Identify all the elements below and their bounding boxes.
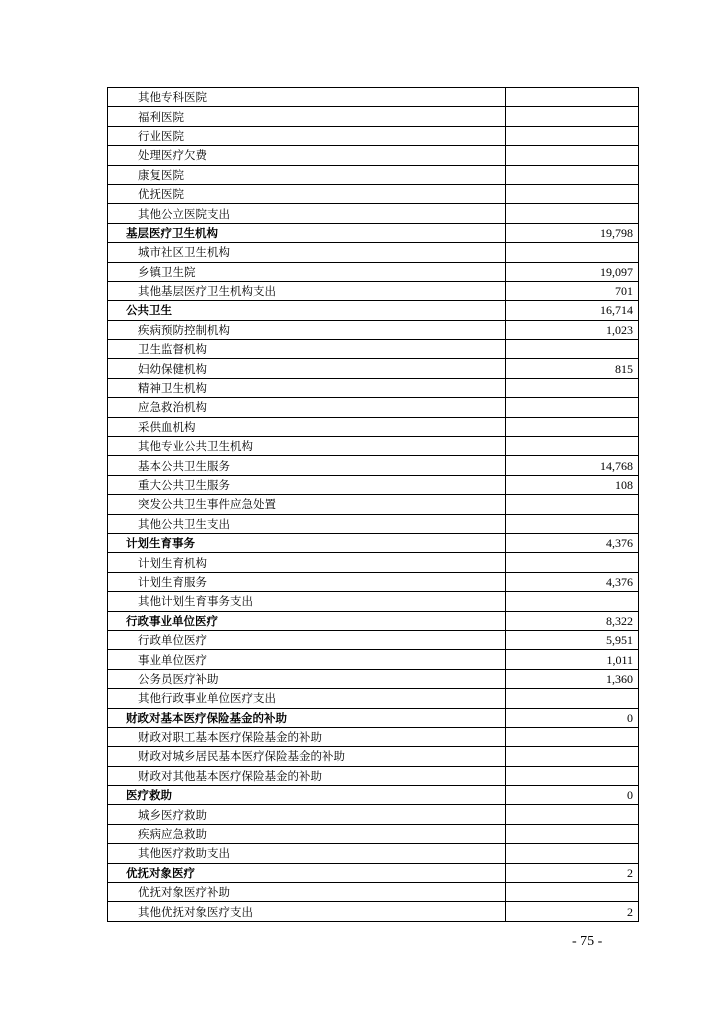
amount-cell: 16,714 — [506, 301, 639, 320]
item-name-cell: 处理医疗欠费 — [108, 146, 506, 165]
item-name-cell: 行政事业单位医疗 — [108, 611, 506, 630]
table-row — [108, 378, 639, 397]
amount-cell — [506, 126, 639, 145]
amount-cell — [506, 824, 639, 843]
amount-cell — [506, 204, 639, 223]
item-name-cell: 疾病应急救助 — [108, 824, 506, 843]
item-name-cell: 其他专业公共卫生机构 — [108, 437, 506, 456]
table-row — [108, 747, 639, 766]
amount-cell: 0 — [506, 708, 639, 727]
item-name-cell: 其他公立医院支出 — [108, 204, 506, 223]
item-name-cell: 行业医院 — [108, 126, 506, 145]
item-name-cell: 基本公共卫生服务 — [108, 456, 506, 475]
item-name-cell: 城市社区卫生机构 — [108, 243, 506, 262]
amount-cell — [506, 883, 639, 902]
amount-cell — [506, 727, 639, 746]
table-row — [108, 320, 639, 339]
category-row — [108, 223, 639, 242]
item-name-cell: 财政对职工基本医疗保险基金的补助 — [108, 727, 506, 746]
item-name-cell: 其他优抚对象医疗支出 — [108, 902, 506, 921]
table-row — [108, 902, 639, 921]
item-name-cell: 优抚对象医疗补助 — [108, 883, 506, 902]
amount-cell — [506, 107, 639, 126]
amount-cell — [506, 844, 639, 863]
amount-cell: 19,798 — [506, 223, 639, 242]
item-name-cell: 事业单位医疗 — [108, 650, 506, 669]
item-name-cell: 其他医疗救助支出 — [108, 844, 506, 863]
category-row — [108, 863, 639, 882]
item-name-cell: 医疗救助 — [108, 786, 506, 805]
item-name-cell: 公共卫生 — [108, 301, 506, 320]
table-row — [108, 650, 639, 669]
item-name-cell: 其他基层医疗卫生机构支出 — [108, 281, 506, 300]
amount-cell: 5,951 — [506, 630, 639, 649]
page-number: - 75 - — [572, 934, 603, 949]
amount-cell — [506, 514, 639, 533]
item-name-cell: 重大公共卫生服务 — [108, 475, 506, 494]
table-row — [108, 146, 639, 165]
table-row — [108, 727, 639, 746]
table-row — [108, 689, 639, 708]
table-row — [108, 417, 639, 436]
table-row — [108, 824, 639, 843]
table-row — [108, 184, 639, 203]
amount-cell: 2 — [506, 863, 639, 882]
item-name-cell: 精神卫生机构 — [108, 378, 506, 397]
table-row — [108, 475, 639, 494]
category-row — [108, 533, 639, 552]
table-row — [108, 592, 639, 611]
table-row — [108, 340, 639, 359]
amount-cell: 1,360 — [506, 669, 639, 688]
item-name-cell: 其他行政事业单位医疗支出 — [108, 689, 506, 708]
table-row — [108, 165, 639, 184]
amount-cell — [506, 88, 639, 107]
amount-cell: 1,023 — [506, 320, 639, 339]
table-row — [108, 495, 639, 514]
item-name-cell: 其他专科医院 — [108, 88, 506, 107]
item-name-cell: 其他公共卫生支出 — [108, 514, 506, 533]
amount-cell — [506, 495, 639, 514]
table-row — [108, 437, 639, 456]
table-row — [108, 766, 639, 785]
item-name-cell: 优抚医院 — [108, 184, 506, 203]
amount-cell — [506, 553, 639, 572]
amount-cell — [506, 398, 639, 417]
budget-table — [107, 87, 639, 922]
amount-cell: 815 — [506, 359, 639, 378]
table-row — [108, 630, 639, 649]
amount-cell: 4,376 — [506, 572, 639, 591]
item-name-cell: 优抚对象医疗 — [108, 863, 506, 882]
item-name-cell: 采供血机构 — [108, 417, 506, 436]
item-name-cell: 计划生育事务 — [108, 533, 506, 552]
amount-cell: 108 — [506, 475, 639, 494]
item-name-cell: 计划生育机构 — [108, 553, 506, 572]
item-name-cell: 计划生育服务 — [108, 572, 506, 591]
table-row — [108, 281, 639, 300]
amount-cell — [506, 766, 639, 785]
amount-cell: 14,768 — [506, 456, 639, 475]
item-name-cell: 福利医院 — [108, 107, 506, 126]
table-row — [108, 553, 639, 572]
table-row — [108, 805, 639, 824]
item-name-cell: 卫生监督机构 — [108, 340, 506, 359]
table-row — [108, 359, 639, 378]
item-name-cell: 疾病预防控制机构 — [108, 320, 506, 339]
amount-cell — [506, 689, 639, 708]
table-row — [108, 88, 639, 107]
amount-cell — [506, 437, 639, 456]
category-row — [108, 611, 639, 630]
table-row — [108, 398, 639, 417]
amount-cell — [506, 340, 639, 359]
item-name-cell: 其他计划生育事务支出 — [108, 592, 506, 611]
table-row — [108, 262, 639, 281]
table-row — [108, 126, 639, 145]
amount-cell — [506, 417, 639, 436]
amount-cell — [506, 184, 639, 203]
amount-cell — [506, 592, 639, 611]
amount-cell — [506, 805, 639, 824]
item-name-cell: 财政对城乡居民基本医疗保险基金的补助 — [108, 747, 506, 766]
table-row — [108, 456, 639, 475]
amount-cell: 1,011 — [506, 650, 639, 669]
table-row — [108, 243, 639, 262]
amount-cell: 4,376 — [506, 533, 639, 552]
amount-cell — [506, 378, 639, 397]
category-row — [108, 786, 639, 805]
amount-cell — [506, 165, 639, 184]
item-name-cell: 城乡医疗救助 — [108, 805, 506, 824]
amount-cell: 0 — [506, 786, 639, 805]
table-row — [108, 572, 639, 591]
item-name-cell: 乡镇卫生院 — [108, 262, 506, 281]
budget-table-body — [108, 88, 639, 922]
table-row — [108, 669, 639, 688]
amount-cell: 2 — [506, 902, 639, 921]
table-row — [108, 204, 639, 223]
item-name-cell: 财政对基本医疗保险基金的补助 — [108, 708, 506, 727]
amount-cell — [506, 243, 639, 262]
amount-cell: 701 — [506, 281, 639, 300]
amount-cell: 19,097 — [506, 262, 639, 281]
item-name-cell: 康复医院 — [108, 165, 506, 184]
table-row — [108, 883, 639, 902]
amount-cell — [506, 747, 639, 766]
item-name-cell: 财政对其他基本医疗保险基金的补助 — [108, 766, 506, 785]
table-row — [108, 514, 639, 533]
table-row — [108, 107, 639, 126]
item-name-cell: 突发公共卫生事件应急处置 — [108, 495, 506, 514]
category-row — [108, 301, 639, 320]
amount-cell — [506, 146, 639, 165]
item-name-cell: 行政单位医疗 — [108, 630, 506, 649]
item-name-cell: 应急救治机构 — [108, 398, 506, 417]
category-row — [108, 708, 639, 727]
item-name-cell: 妇幼保健机构 — [108, 359, 506, 378]
table-row — [108, 844, 639, 863]
amount-cell: 8,322 — [506, 611, 639, 630]
item-name-cell: 公务员医疗补助 — [108, 669, 506, 688]
item-name-cell: 基层医疗卫生机构 — [108, 223, 506, 242]
